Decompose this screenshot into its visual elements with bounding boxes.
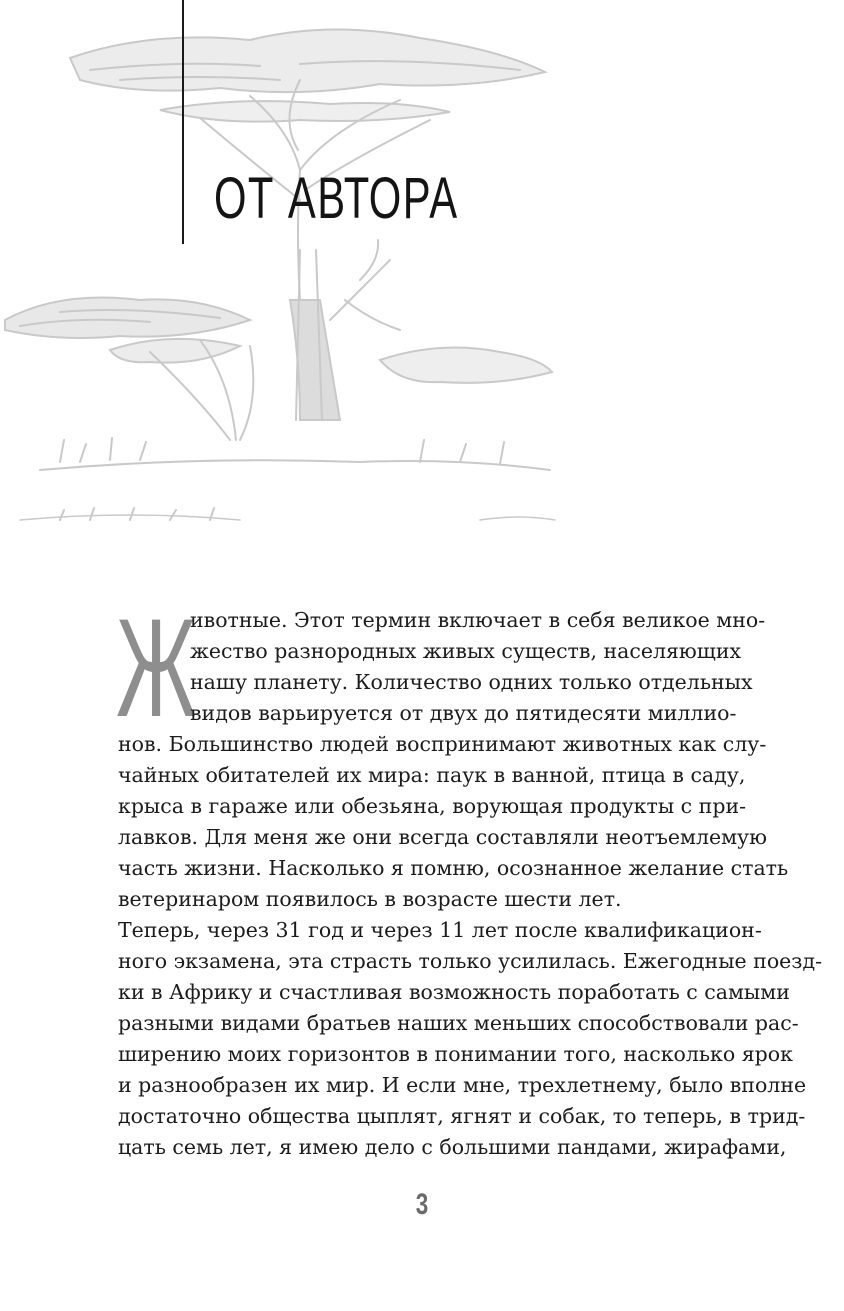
- body-line: ивотные. Этот термин включает в себя великое мно-: [190, 608, 766, 632]
- page-number: 3: [415, 1188, 429, 1221]
- body-line: крыса в гараже или обезьяна, ворующая продукты с при-: [118, 794, 747, 818]
- body-line: и разнообразен их мир. И если мне, трехлетнему, было вполне: [118, 1073, 807, 1097]
- chapter-title: ОТ АВТОРА: [214, 166, 459, 231]
- drop-cap-letter: Ж: [116, 589, 197, 746]
- body-line: достаточно общества цыплят, ягнят и собак, то теперь, в трид-: [118, 1104, 806, 1128]
- body-line: Теперь, через 31 год и через 11 лет после квалификацион-: [118, 918, 762, 942]
- body-line: ветеринаром появилось в возрасте шести лет.: [118, 887, 622, 911]
- body-line: разными видами братьев наших меньших способствовали рас-: [118, 1011, 799, 1035]
- body-line: ширению моих горизонтов в понимании того, насколько ярок: [118, 1042, 793, 1066]
- body-line: цать семь лет, я имею дело с большими пандами, жирафами,: [118, 1135, 787, 1159]
- body-line: нашу планету. Количество одних только отдельных: [190, 670, 753, 694]
- body-line: ного экзамена, эта страсть только усилилась. Ежегодные поезд-: [118, 949, 823, 973]
- body-line: часть жизни. Насколько я помню, осознанное желание стать: [118, 856, 789, 880]
- body-line: лавков. Для меня же они всегда составляли неотъемлемую: [118, 825, 767, 849]
- body-line: нов. Большинство людей воспринимают животных как слу-: [118, 732, 767, 756]
- body-line: чайных обитателей их мира: паук в ванной, птица в саду,: [118, 763, 746, 787]
- chapter-vertical-rule: [182, 0, 184, 244]
- body-line: ки в Африку и счастливая возможность поработать с самыми: [118, 980, 790, 1004]
- body-line: жество разнородных живых существ, населяющих: [190, 639, 742, 663]
- body-line: видов варьируется от двух до пятидесяти миллио-: [190, 701, 737, 725]
- acacia-tree-illustration: [0, 0, 560, 540]
